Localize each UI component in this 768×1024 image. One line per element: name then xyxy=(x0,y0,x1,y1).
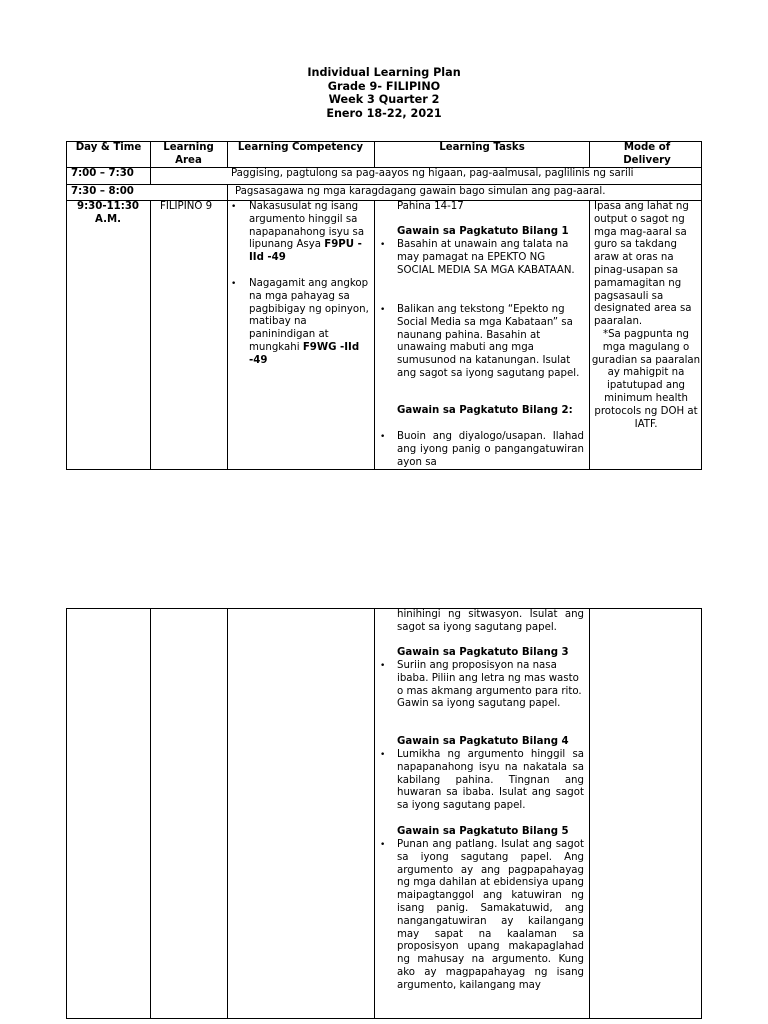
competency-2-text: Nagagamit ang angkop na mga pahayag sa pagbibigay ng opinyon, matibay na paninindigan at mungkahi xyxy=(249,278,369,353)
task1-heading: Gawain sa Pagkatuto Bilang 1 xyxy=(397,226,569,237)
header-mode-of-delivery: Mode of Delivery xyxy=(623,142,671,166)
competency-2-code: F9WG -IId -49 xyxy=(249,341,360,366)
date-range: Enero 18-22, 2021 xyxy=(326,106,442,120)
task2-heading: Gawain sa Pagkatuto Bilang 2: xyxy=(397,405,573,416)
table-border xyxy=(227,200,228,470)
table-border xyxy=(374,608,375,1019)
table-border xyxy=(589,608,590,1019)
row1-activity: Paggising, pagtulong sa pag-aayos ng higaan, pag-aalmusal, paglilinis ng sarili xyxy=(231,168,634,179)
header-learning-tasks: Learning Tasks xyxy=(439,142,525,153)
task3-bullet: Suriin ang proposisyon na nasa ibaba. Piliin ang letra ng mas wasto o mas akmang argumento para rito. Gawin sa iyong sagutang papel. xyxy=(397,660,582,710)
table-border xyxy=(589,141,590,168)
bullet-icon: • xyxy=(380,661,386,671)
table-border xyxy=(701,141,702,470)
header-day-time: Day & Time xyxy=(75,142,142,153)
grade-subject: Grade 9- FILIPINO xyxy=(327,79,441,93)
row1-time: 7:00 – 7:30 xyxy=(71,168,134,179)
competency-1-code: F9PU -IId -49 xyxy=(249,239,362,264)
table-border xyxy=(374,141,375,168)
bullet-icon: • xyxy=(231,279,237,289)
task4-heading: Gawain sa Pagkatuto Bilang 4 xyxy=(397,736,569,747)
table-border xyxy=(150,200,151,470)
task4-bullet: Lumikha ng argumento hinggil sa napapanahong isyu na nakatala sa kabilang pahina. Tingnan ang huwaran sa ibaba. Isulat ang sagot sa iyong sagutang papel. xyxy=(397,749,584,812)
table-border xyxy=(701,608,702,1019)
competency-2 xyxy=(249,278,373,368)
competency-1 xyxy=(249,201,373,265)
header-learning-area: Learning Area xyxy=(163,142,214,166)
task2-bullet-part2: hinihingi ng sitwasyon. Isulat ang sagot sa iyong sagutang papel. xyxy=(397,609,584,633)
bullet-icon: • xyxy=(380,240,386,250)
table-border xyxy=(150,141,151,184)
bullet-icon: • xyxy=(380,750,386,760)
row3-time: 9:30-11:30 A.M. xyxy=(77,201,139,225)
task5-bullet: Punan ang patlang. Isulat ang sagot sa iyong sagutang papel. Ang argumento ay ang pagpapahayag ng mga dahilan at ebidensiya upang maipagtanggol ang katuwiran ng isang panig. Samakatuwid, ang nangangatuwiran ay kailangang may sapat na kaalaman sa proposisyon upang makapaglahad ng mahusay na argumento. Kung ako ay magpapahayag ng isang argumento, kailangang may xyxy=(397,839,584,991)
table-border xyxy=(374,200,375,470)
table-border xyxy=(150,608,151,1019)
table-border xyxy=(66,608,67,1019)
header-learning-competency: Learning Competency xyxy=(237,142,364,153)
table-border xyxy=(66,1018,702,1019)
task2-bullet-part1: Buoin ang diyalogo/usapan. Ilahad ang iyong panig o pangangatuwiran ayon sa xyxy=(397,431,584,468)
bullet-icon: • xyxy=(380,840,386,850)
task1-bullet2: Balikan ang tekstong “Epekto ng Social Media sa mga Kabataan” sa naunang pahina. Basahin at unawaing mabuti ang mga sumusunod na katanungan. Isulat ang sagot sa iyong sagutang papel. xyxy=(397,304,580,379)
table-border xyxy=(227,184,228,200)
task5-heading: Gawain sa Pagkatuto Bilang 5 xyxy=(397,826,569,837)
bullet-icon: • xyxy=(380,305,386,315)
row3-area: FILIPINO 9 xyxy=(160,201,213,212)
table-border xyxy=(66,469,702,470)
delivery-instructions: Ipasa ang lahat ng output o sagot ng mga mag-aaral sa guro sa takdang araw at oras na pinag-usapan sa pamamagitan ng pagsasauli sa designated area sa paaralan. xyxy=(594,201,692,328)
row2-activity: Pagsasagawa ng mga karagdagang gawain bago simulan ang pag-aaral. xyxy=(235,186,606,197)
table-border xyxy=(66,184,702,185)
competency-1-text: Nakasusulat ng isang argumento hinggil sa napapanahong isyu sa lipunang Asya xyxy=(249,201,365,251)
document-title: Individual Learning Plan xyxy=(307,66,461,79)
table-border xyxy=(227,141,228,168)
bullet-icon: • xyxy=(380,432,386,442)
tasks-page: Pahina 14-17 xyxy=(397,201,464,212)
task3-heading: Gawain sa Pagkatuto Bilang 3 xyxy=(397,647,569,658)
row2-time: 7:30 – 8:00 xyxy=(71,186,134,197)
table-border xyxy=(227,608,228,1019)
table-border xyxy=(589,200,590,470)
table-border xyxy=(66,141,67,470)
delivery-note: *Sa pagpunta ng mga magulang o guradian sa paaralan ay mahigpit na ipatutupad ang minimum health protocols ng DOH at IATF. xyxy=(591,329,701,430)
table-border xyxy=(66,608,702,609)
task1-bullet1: Basahin at unawain ang talata na may pamagat na EPEKTO NG SOCIAL MEDIA SA MGA KABATAAN. xyxy=(397,239,575,276)
bullet-icon: • xyxy=(231,202,237,212)
week-quarter: Week 3 Quarter 2 xyxy=(328,93,440,106)
